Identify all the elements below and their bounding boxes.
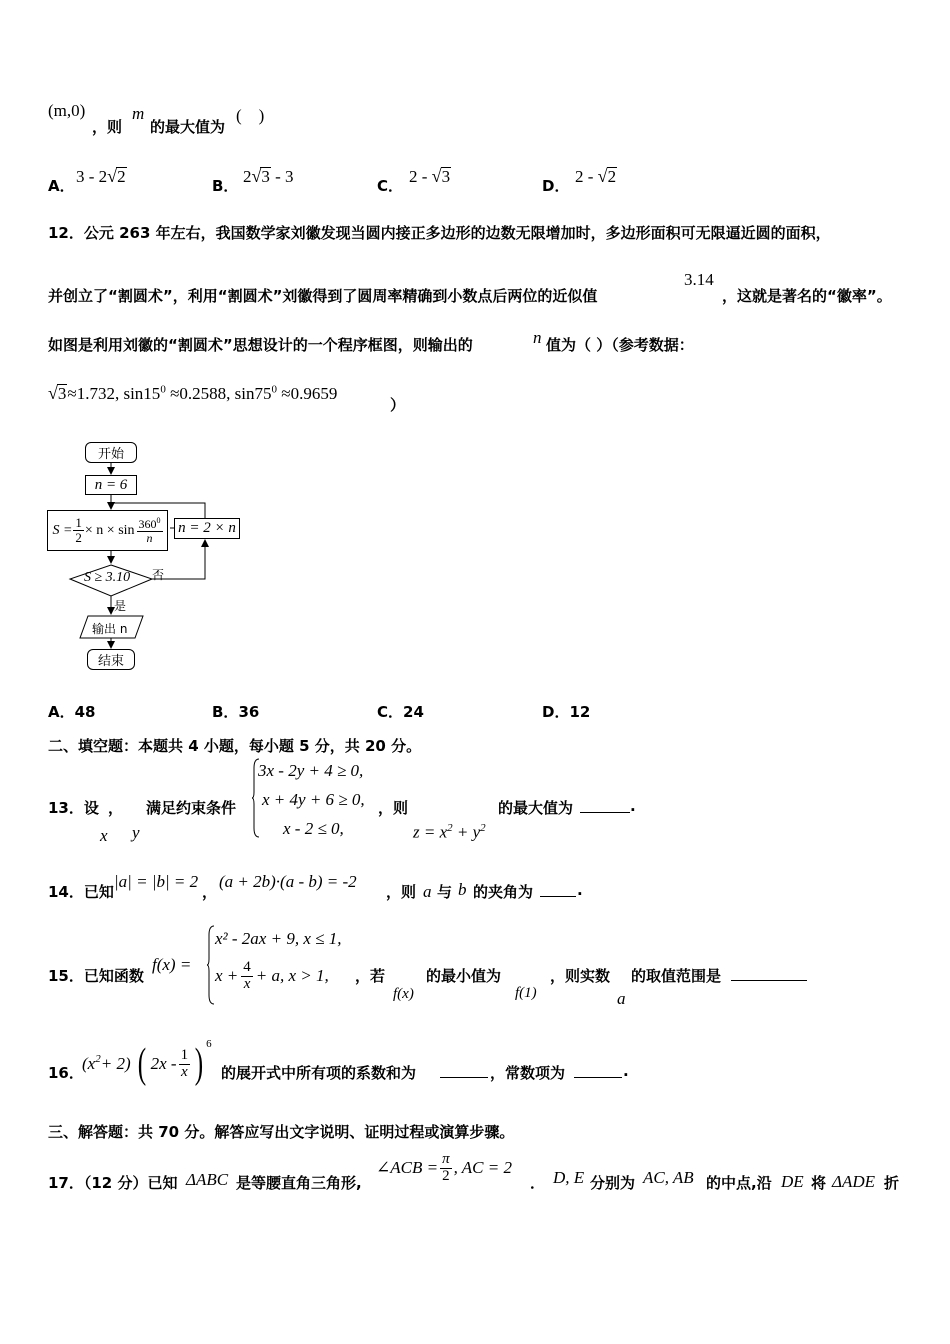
q17-text5: 折 — [884, 1174, 900, 1192]
q11-option-a-value: 3 - 2√2 — [76, 166, 126, 186]
q13-objective: $z = x^2 + y^2$ — [413, 822, 486, 842]
q17-de2: DE — [781, 1172, 804, 1191]
q14-comma: ， — [202, 883, 218, 901]
q15-suffix: 的取值范围是 — [631, 967, 722, 985]
q11-option-c-value: 2 - √3 — [409, 166, 451, 186]
q12-pi-value: 3.14 — [684, 270, 714, 289]
q12-line1: 12．公元 263 年左右，我国数学家刘徽发现当圆内接正多边形的边数无限增加时，多边形面积可无限逼近圆的面积， — [48, 224, 831, 242]
q11-max-text: 的最大值为 — [150, 118, 226, 136]
q15-min-text: 的最小值为 — [426, 967, 502, 985]
q12-ref-close: ） — [390, 396, 406, 414]
flowchart-end: 结束 — [87, 649, 135, 670]
q15-var-a: a — [617, 989, 626, 1008]
q17-text4: 将 — [811, 1174, 827, 1192]
q12-var-n: n — [533, 328, 542, 347]
q12-option-a: A．48 — [48, 703, 96, 721]
q14-and: 与 — [437, 883, 453, 901]
q15-then: ，则实数 — [550, 967, 611, 985]
q15-case2: x + $\frac{4}{x}$ + a, x > 1, — [215, 959, 329, 992]
q11-point: (m,0) — [48, 101, 86, 120]
q13-prefix: 13．设 — [48, 799, 99, 817]
flowchart-init: n = 6 — [85, 475, 137, 495]
section2-title: 二、填空题：本题共 4 小题，每小题 5 分，共 20 分。 — [48, 737, 422, 755]
q17-acab: AC, AB — [643, 1168, 694, 1187]
q17-dot: ． — [530, 1174, 546, 1192]
q11-option-c-label: C． — [377, 177, 404, 195]
q11-then-text: ，则 — [92, 118, 123, 136]
q16-prefix: 16． — [48, 1064, 84, 1082]
flowchart-no-label: 否 — [152, 568, 165, 582]
q15-if: ，若 — [355, 967, 386, 985]
q12-reference-data: √3≈1.732, $\sin 15^0 \approx 0.2588$, $\sin 75^0 \approx 0.9659$ — [48, 383, 338, 403]
q14-answer-blank — [540, 896, 576, 897]
q15-fx: f(x) = — [152, 955, 192, 974]
q13-constraint-1: 3x - 2y + 4 ≥ 0, — [258, 761, 364, 780]
q16-expression: (x $^2$ + 2) ( 2x - $\frac{1}{x}$ ) $^6$ — [82, 1038, 212, 1087]
q16-blank-1 — [440, 1077, 488, 1078]
q13-comma: ， — [108, 799, 124, 817]
q15-prefix: 15．已知函数 — [48, 967, 144, 985]
q13-constraint-3: x - 2 ≤ 0, — [283, 819, 344, 838]
q16-text2: ，常数项为 — [490, 1064, 566, 1082]
q14-prefix: 14．已知 — [48, 883, 114, 901]
q16-text1: 的展开式中所有项的系数和为 — [221, 1064, 417, 1082]
q17-angle: ∠ACB = $\frac{\pi}{2}$ , AC = 2 — [376, 1150, 512, 1184]
flowchart-update: n = 2 × n — [174, 518, 240, 539]
q12-option-d: D．12 — [542, 703, 591, 721]
q13-then: ，则 — [378, 799, 409, 817]
q14-var-a: a — [423, 882, 432, 901]
q17-text3: 的中点,沿 — [706, 1174, 772, 1192]
q11-option-b-label: B． — [212, 177, 239, 195]
q14-cond1: |a| = |b| = 2 — [114, 872, 199, 891]
q17-text2: 分别为 — [590, 1174, 636, 1192]
flowchart-condition: S ≥ 3.10 — [84, 570, 131, 585]
flowchart-output: 输出 n — [92, 622, 128, 636]
q12-option-c: C．24 — [377, 703, 424, 721]
q17-ade: ΔADE — [832, 1172, 876, 1191]
q11-var-m: m — [132, 104, 145, 123]
q15-f1: f(1) — [515, 985, 537, 1001]
q14-mid: ，则 — [386, 883, 417, 901]
q11-option-d-label: D． — [542, 177, 570, 195]
q15-case1: x² - 2ax + 9, x ≤ 1, — [215, 929, 342, 948]
q12-line3-b: 值为（ ）（参考数据： — [546, 336, 694, 354]
q12-line2-a: 并创立了“割圆术”，利用“割圆术”刘徽得到了圆周率精确到小数点后两位的近似值 — [48, 287, 598, 305]
q11-option-b-value: 2√3 - 3 — [243, 166, 294, 186]
q17-prefix: 17．（12 分）已知 — [48, 1174, 178, 1192]
q12-option-b: B．36 — [212, 703, 260, 721]
q11-paren: ( ) — [236, 106, 265, 125]
q13-end: . — [630, 797, 636, 815]
q14-var-b: b — [458, 880, 467, 899]
q12-line3-a: 如图是利用刘徽的“割圆术”思想设计的一个程序框图，则输出的 — [48, 336, 473, 354]
section3-title: 三、解答题：共 70 分。解答应写出文字说明、证明过程或演算步骤。 — [48, 1123, 515, 1141]
q17-de: D, E — [553, 1168, 585, 1187]
q14-suffix: 的夹角为 — [473, 883, 534, 901]
flowchart-formula: S = $\frac{1}{2}$ × n × sin $\frac{360^0}{n}$ — [47, 510, 168, 551]
q11-option-d-value: 2 - √2 — [575, 166, 617, 186]
q14-cond2: (a + 2b)·(a - b) = -2 — [219, 872, 357, 891]
q13-suffix: 的最大值为 — [498, 799, 574, 817]
q13-mid: 满足约束条件 — [146, 799, 237, 817]
q17-triangle: ΔABC — [186, 1170, 229, 1189]
flowchart-start: 开始 — [85, 442, 137, 463]
q15-answer-blank — [731, 980, 807, 981]
q13-var-y: y — [132, 823, 140, 842]
q14-end: . — [577, 881, 583, 899]
q13-answer-blank — [580, 812, 630, 813]
q15-brace — [207, 925, 215, 1009]
q13-constraint-2: x + 4y + 6 ≥ 0, — [262, 790, 365, 809]
q12-line2-b: ，这就是著名的“徽率”。 — [722, 287, 892, 305]
q16-end: . — [623, 1062, 629, 1080]
q17-text1: 是等腰直角三角形, — [236, 1174, 362, 1192]
q16-blank-2 — [574, 1077, 622, 1078]
q13-brace — [252, 758, 254, 838]
q15-fx2: f(x) — [393, 986, 414, 1002]
q11-option-a-label: A． — [48, 177, 75, 195]
q13-var-x: x — [100, 826, 108, 845]
flowchart-yes-label: 是 — [114, 599, 127, 613]
